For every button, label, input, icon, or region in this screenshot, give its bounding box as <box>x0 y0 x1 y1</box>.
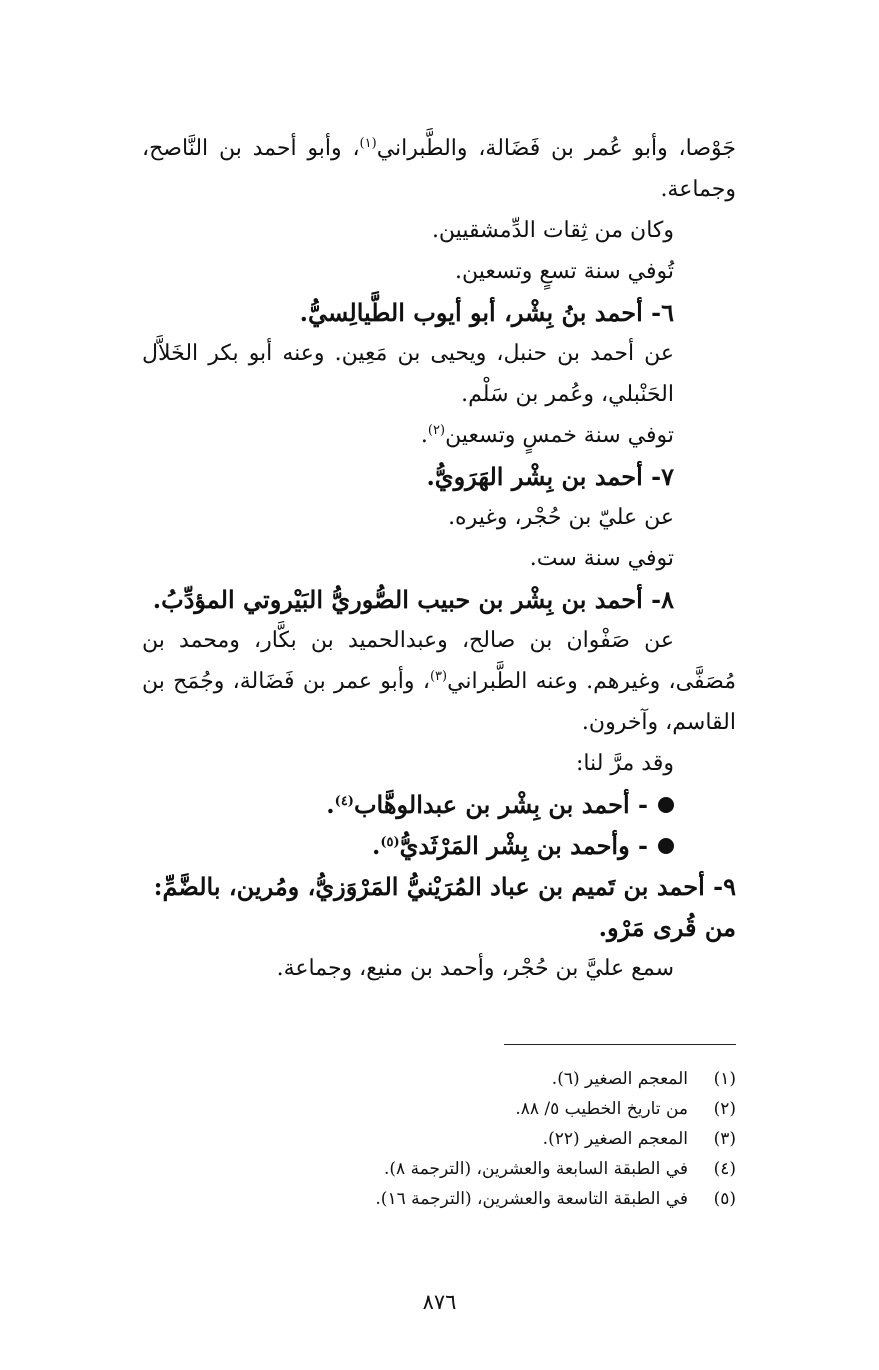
text-run: . <box>326 790 335 819</box>
text-run: . <box>420 423 428 448</box>
text-run: عن صَفْوان بن صالح، وعبدالحميد بن بكَّار، ومحمد بن مُصَفَّى، وغيرهم. وعنه الطَّبراني <box>142 628 736 694</box>
footnote-ref[interactable]: (٤) <box>334 794 354 809</box>
page-body <box>142 128 736 989</box>
footnote-ref[interactable]: (١) <box>359 136 377 151</box>
footnote-item <box>142 1124 736 1154</box>
footnote-text: في الطبقة السابعة والعشرين، (الترجمة ٨). <box>383 1159 688 1179</box>
entry-heading-9: ٩- أحمد بن تَميم بن عباد المُرَيْنيُّ المَرْوَزيُّ، ومُرين، بالضَّمِّ: من قُرى مَرْو. <box>153 872 736 942</box>
cross-reference-item <box>142 784 736 825</box>
text-run: - أحمد بن بِشْر بن عبدالوهَّاب <box>353 790 648 819</box>
footnote-item <box>142 1154 736 1184</box>
entry-body-9: سمع عليَّ بن حُجْر، وأحمد بن منيع، وجماعة. <box>276 956 674 981</box>
entry-heading-8: ٨- أحمد بن بِشْر بن حبيب الصُّوريُّ البَيْروتي المؤدِّبُ. <box>152 585 674 614</box>
entry-note-8: وقد مرَّ لنا: <box>575 751 674 776</box>
footnote-ref[interactable]: (٥) <box>380 835 400 850</box>
entry-death-7: توفي سنة ست. <box>529 546 674 571</box>
text-line: وكان من ثِقات الدِّمشقيين. <box>431 218 674 243</box>
continuation-paragraph <box>142 128 736 210</box>
entry-death-6 <box>142 415 736 456</box>
text-line: تُوفي سنة تسعٍ وتسعين. <box>454 259 674 284</box>
entry-heading-6: ٦- أحمد بنُ بِشْر، أبو أيوب الطَّيالِسيُّ. <box>299 298 674 327</box>
footnote-item <box>142 1184 736 1214</box>
text-run: - وأحمد بن بِشْر المَرْثَديُّ <box>399 831 648 860</box>
footnote-number: (٤) <box>713 1159 736 1179</box>
text-run: توفي سنة خمسٍ وتسعين <box>445 423 674 448</box>
text-run <box>326 784 648 825</box>
footnote-ref[interactable]: (٢) <box>427 423 446 438</box>
footnote-text: من تاريخ الخطيب ٥/ ٨٨. <box>515 1099 688 1119</box>
text-run <box>372 825 648 866</box>
entry-heading-7: ٧- أحمد بن بِشْر الهَرَويُّ. <box>426 462 674 491</box>
text-run: ، وأبو عمر بن فَضَالة، وجُمَح بن القاسم، وآخرون. <box>142 669 736 735</box>
entry-body-6: عن أحمد بن حنبل، ويحيى بن مَعِين. وعنه أبو بكر الخَلاَّل الحَنْبلي، وعُمر بن سَلْم. <box>142 341 674 407</box>
footnote-text: في الطبقة التاسعة والعشرين، (الترجمة ١٦). <box>375 1189 688 1209</box>
footnote-item <box>142 1064 736 1094</box>
text-run: ، وأبو أحمد بن النَّاصح، وجماعة. <box>142 136 736 202</box>
entry-body-8 <box>142 620 736 743</box>
footnotes <box>142 1064 736 1214</box>
text-run: . <box>371 831 381 860</box>
footnote-divider <box>504 1044 736 1045</box>
footnote-ref[interactable]: (٣) <box>429 669 448 684</box>
page-number: ٨٧٦ <box>422 1290 457 1314</box>
footnote-item <box>142 1094 736 1124</box>
footnote-number: (١) <box>713 1069 736 1089</box>
bullet-icon <box>658 797 674 813</box>
footnote-number: (٣) <box>713 1129 736 1149</box>
footnote-number: (٥) <box>713 1189 736 1209</box>
footnote-text: المعجم الصغير (٦). <box>551 1069 688 1089</box>
text-run: جَوْصا، وأبو عُمر بن فَضَالة، والطَّبراني <box>376 136 736 161</box>
cross-reference-item <box>142 825 736 866</box>
entry-body-7: عن عليّ بن حُجْر، وغيره. <box>448 505 674 530</box>
footnote-number: (٢) <box>713 1099 736 1119</box>
footnote-text: المعجم الصغير (٢٢). <box>542 1129 688 1149</box>
bullet-icon <box>658 838 674 854</box>
